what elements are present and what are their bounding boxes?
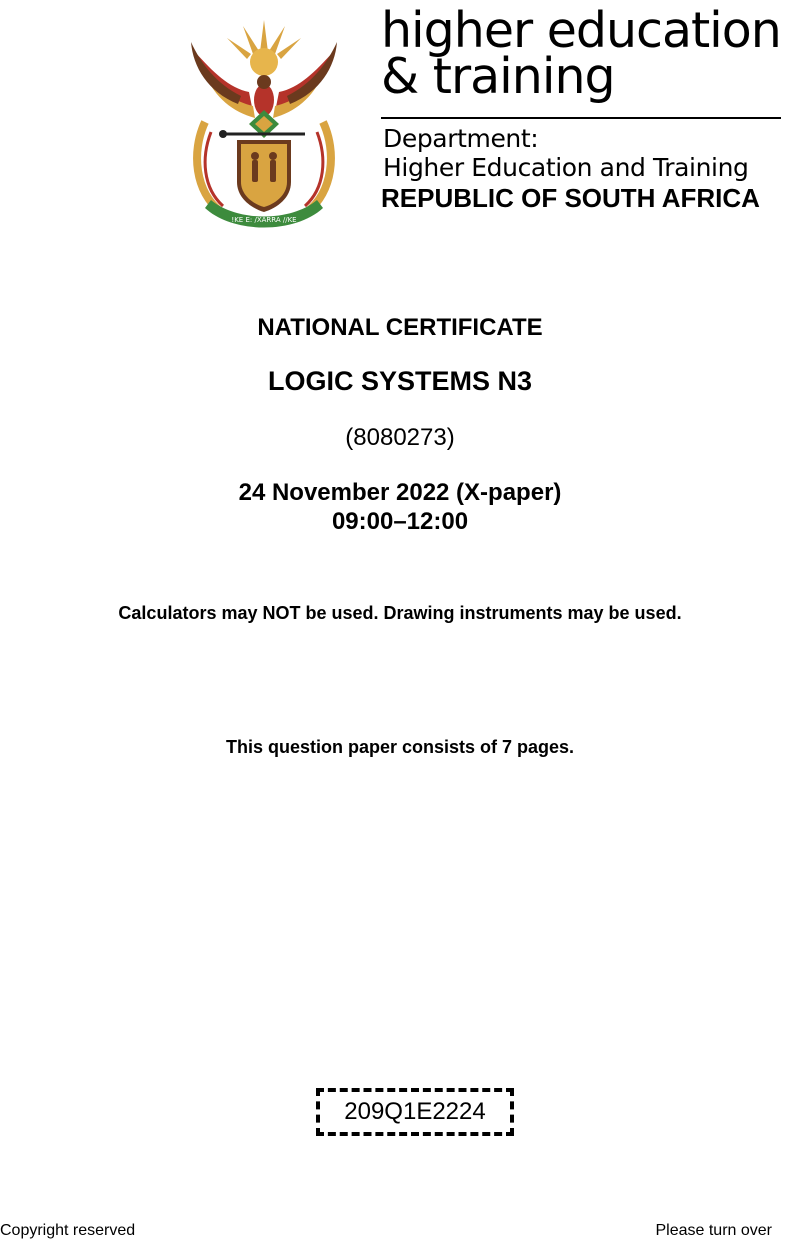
paper-code-box: 209Q1E2224 <box>316 1088 514 1136</box>
sun-icon <box>227 20 301 76</box>
crest-motto: !KE E: /XARRA //KE <box>231 216 297 224</box>
certificate-title: NATIONAL CERTIFICATE <box>257 314 543 341</box>
department-name <box>383 124 749 182</box>
exam-date: 24 November 2022 (X-paper) <box>238 479 562 506</box>
brand-divider <box>381 117 781 119</box>
brand-title <box>381 2 791 105</box>
coat-of-arms-logo <box>183 12 345 234</box>
department-label: Department: <box>383 124 539 153</box>
exam-time: 09:00–12:00 <box>331 508 469 535</box>
turn-over-footer: Please turn over <box>655 1222 772 1239</box>
copyright-footer: Copyright reserved <box>0 1222 136 1239</box>
subject-code: (8080273) <box>345 424 455 451</box>
exam-date-time <box>0 478 800 536</box>
exam-instructions: Calculators may NOT be used. Drawing instruments may be used. <box>118 603 682 623</box>
brand-title-line1: higher education <box>381 2 781 59</box>
department-title: Higher Education and Training <box>383 153 749 182</box>
brand-title-line2: & training <box>381 48 615 105</box>
subject-title: LOGIC SYSTEMS N3 <box>267 366 533 396</box>
country-name: REPUBLIC OF SOUTH AFRICA <box>381 183 760 213</box>
page-count-note: This question paper consists of 7 pages. <box>225 737 575 757</box>
